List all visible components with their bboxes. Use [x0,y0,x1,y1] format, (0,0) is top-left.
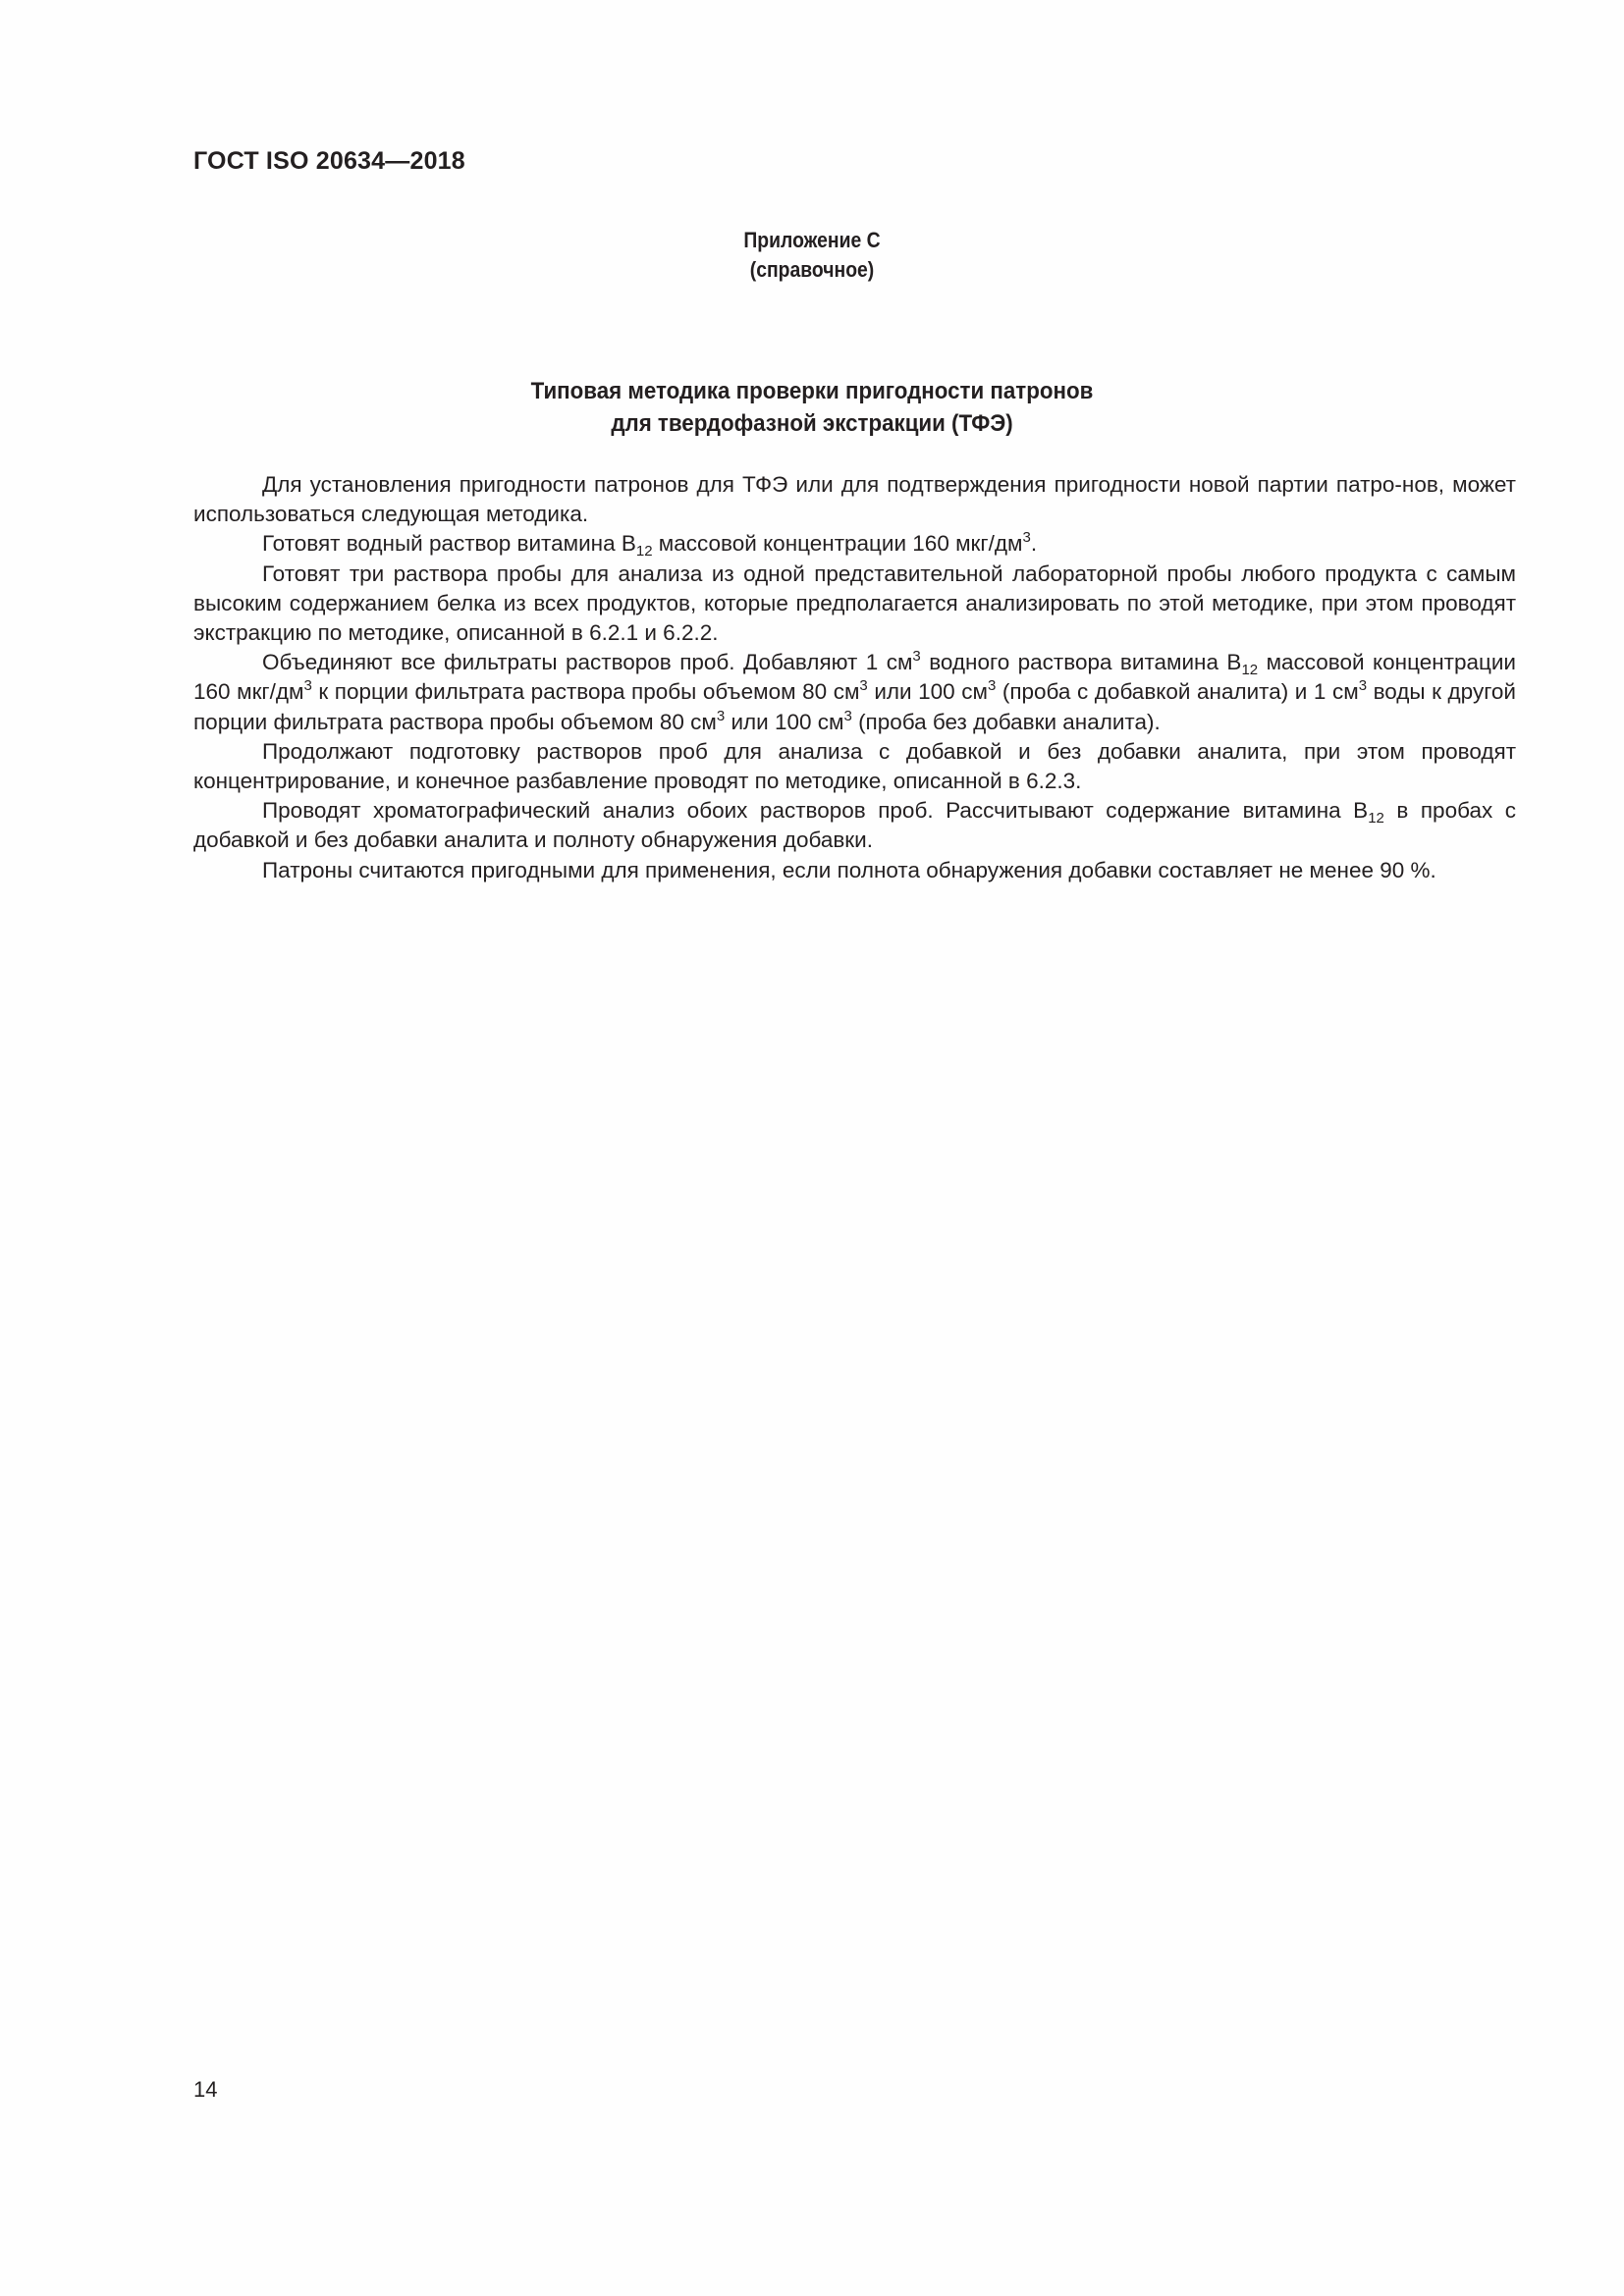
annex-heading [0,226,1624,285]
paragraph-text: к порции фильтрата раствора пробы объемом 80 см [311,679,860,705]
paragraph-text: или 100 см [725,709,844,734]
superscript: 3 [843,707,852,724]
superscript: 3 [1358,677,1368,695]
subscript: 12 [1368,810,1384,828]
paragraph-1 [193,470,1516,529]
superscript: 3 [859,677,868,695]
paragraph-2 [193,529,1516,559]
paragraph-text: или 100 см [867,679,988,705]
superscript: 3 [716,707,726,724]
paragraph-4 [193,648,1516,737]
subscript: 12 [635,543,653,561]
superscript: 3 [987,677,997,695]
paragraph-7 [193,856,1516,885]
paragraph-text: Патроны считаются пригодными для применения, если полнота обнаружения добавки составляет не менее 90 %. [262,857,1436,882]
paragraph-text: массовой концентрации 160 мкг/дм [652,531,1023,557]
paragraph-6 [193,796,1516,855]
superscript: 3 [912,648,921,666]
paragraph-text: Для установления пригодности патронов для ТФЭ или для подтверждения пригодности новой партии патро-нов, может использоваться следующая методика. [193,472,1516,527]
superscript: 3 [303,677,312,695]
paragraph-text: массовой концентрации 160 мкг/дм [193,650,1516,705]
paragraph-text: Проводят хроматографический анализ обоих растворов проб. Рассчитывают содержание витамина В [262,798,1369,824]
paragraph-text: Готовят водный раствор витамина В [262,531,636,557]
annex-label: Приложение С [743,228,881,252]
paragraph-text: (проба без добавки аналита). [851,709,1161,734]
paragraph-text: в пробах с добавкой и без добавки аналита и полноту обнаружения добавки. [193,798,1516,853]
superscript: 3 [1022,529,1031,547]
subscript: 12 [1241,662,1259,679]
paragraph-3 [193,560,1516,649]
page-number: 14 [193,2077,218,2102]
document-id-header: ГОСТ ISO 20634—2018 [193,147,465,175]
paragraph-text: . [1030,531,1038,557]
paragraph-text: воды к другой порции фильтрата раствора пробы объемом 80 см [193,679,1516,734]
paragraph-text: Объединяют все фильтраты растворов проб. Добавляют 1 см [262,650,913,675]
annex-status: (справочное) [749,257,875,282]
section-title-line-2: для твердофазной экстракции (ТФЭ) [611,410,1013,437]
document-body [193,470,1516,885]
paragraph-text: водного раствора витамина В [920,650,1242,675]
paragraph-text: Готовят три раствора пробы для анализа из одной представительной лабораторной пробы любого продукта с самым высоким содержанием белка из всех продуктов, которые предполагается анализировать по этой методике, при этом проводят экстракцию по методике, описанной в 6.2.1 и 6.2.2. [193,561,1516,646]
paragraph-text: (проба с добавкой аналита) и 1 см [996,679,1359,705]
paragraph-text: Продолжают подготовку растворов проб для анализа с добавкой и без добавки аналита, при этом проводят концентрирование, и конечное разбавление проводят по методике, описанной в 6.2.3. [193,738,1516,794]
section-title-line-1: Типовая методика проверки пригодности патронов [530,378,1094,404]
paragraph-5 [193,737,1516,796]
section-title [0,375,1624,440]
